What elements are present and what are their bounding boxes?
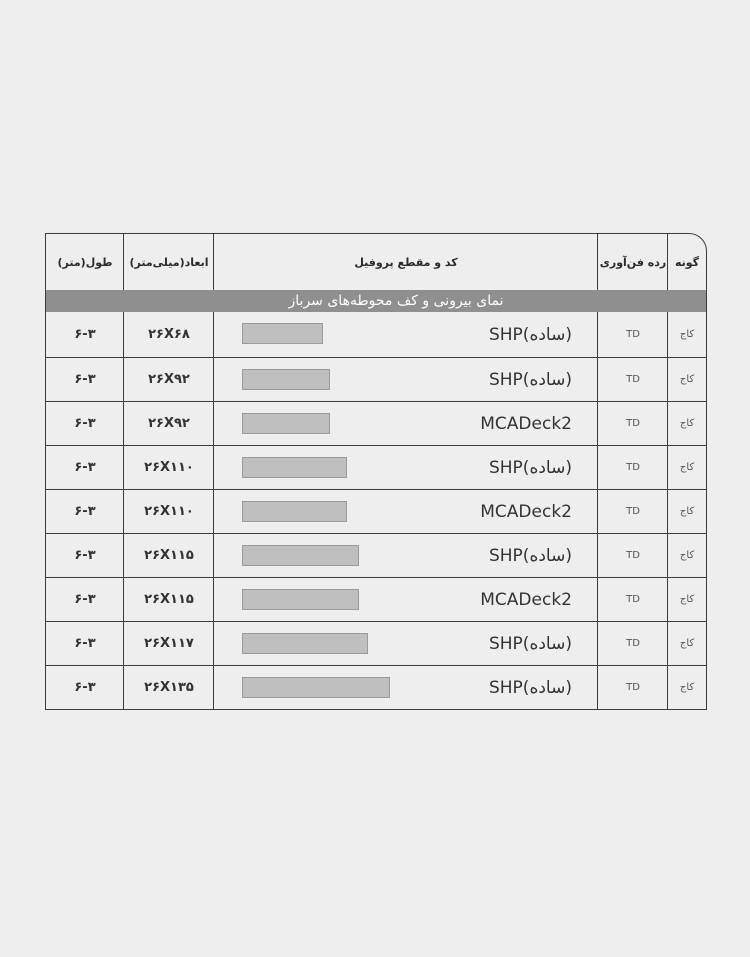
header-divider — [213, 234, 214, 290]
column-divider — [597, 622, 598, 665]
row-length: ۶-۳ — [74, 548, 96, 563]
row-profile-code: SHP(ساده) — [488, 324, 572, 345]
row-profile-code: SHP(ساده) — [488, 633, 572, 654]
row-dimensions: ۲۶X۱۱۰ — [144, 460, 194, 475]
row-tech-class: TD — [626, 374, 640, 385]
row-length: ۶-۳ — [74, 327, 96, 342]
column-divider — [667, 622, 668, 665]
table-row — [46, 445, 706, 489]
row-type: کاج — [679, 418, 695, 429]
header-tech-class: رده فن‌آوری — [599, 255, 667, 269]
column-divider — [667, 534, 668, 577]
row-tech-class: TD — [626, 594, 640, 605]
column-divider — [123, 402, 124, 445]
header-type: گونه — [674, 255, 700, 269]
section-band — [46, 290, 706, 312]
table-body — [46, 312, 706, 709]
table-row — [46, 533, 706, 577]
header-profile-code: کد و مقطع پروفیل — [354, 255, 458, 269]
profile-section-bar — [242, 369, 330, 390]
profile-section-bar — [242, 457, 347, 478]
profile-section-bar — [242, 633, 368, 654]
table-row — [46, 621, 706, 665]
column-divider — [597, 312, 598, 357]
row-dimensions: ۲۶X۹۲ — [148, 416, 190, 431]
row-type: کاج — [679, 682, 695, 693]
column-divider — [667, 490, 668, 533]
row-type: کاج — [679, 550, 695, 561]
table-row — [46, 577, 706, 621]
table-row — [46, 357, 706, 401]
header-dimensions: ابعاد(میلی‌متر) — [129, 255, 209, 269]
row-dimensions: ۲۶X۱۱۷ — [144, 636, 194, 651]
row-length: ۶-۳ — [74, 416, 96, 431]
column-divider — [597, 490, 598, 533]
row-type: کاج — [679, 374, 695, 385]
row-tech-class: TD — [626, 462, 640, 473]
column-divider — [213, 578, 214, 621]
column-divider — [123, 312, 124, 357]
row-type: کاج — [679, 462, 695, 473]
row-tech-class: TD — [626, 682, 640, 693]
column-divider — [123, 446, 124, 489]
column-divider — [213, 358, 214, 401]
row-type: کاج — [679, 329, 695, 340]
profile-section-bar — [242, 545, 359, 566]
column-divider — [123, 666, 124, 709]
header-length: طول(متر) — [57, 255, 113, 269]
header-divider — [123, 234, 124, 290]
header-divider — [597, 234, 598, 290]
row-dimensions: ۲۶X۹۲ — [148, 372, 190, 387]
row-type: کاج — [679, 506, 695, 517]
row-profile-code: MCADeck2 — [480, 501, 572, 522]
column-divider — [597, 578, 598, 621]
profile-table — [45, 233, 707, 710]
column-divider — [213, 446, 214, 489]
section-title: نمای بیرونی و کف محوطه‌های سرباز — [288, 293, 504, 309]
row-dimensions: ۲۶X۱۱۰ — [144, 504, 194, 519]
column-divider — [597, 666, 598, 709]
column-divider — [667, 446, 668, 489]
row-profile-code: SHP(ساده) — [488, 369, 572, 390]
column-divider — [667, 402, 668, 445]
column-divider — [123, 622, 124, 665]
row-dimensions: ۲۶X۱۱۵ — [144, 592, 194, 607]
table-row — [46, 401, 706, 445]
row-profile-code: SHP(ساده) — [488, 545, 572, 566]
table-row — [46, 489, 706, 533]
profile-section-bar — [242, 501, 347, 522]
row-length: ۶-۳ — [74, 460, 96, 475]
row-length: ۶-۳ — [74, 504, 96, 519]
row-tech-class: TD — [626, 638, 640, 649]
row-length: ۶-۳ — [74, 636, 96, 651]
column-divider — [213, 534, 214, 577]
column-divider — [597, 402, 598, 445]
row-profile-code: SHP(ساده) — [488, 457, 572, 478]
column-divider — [213, 312, 214, 357]
column-divider — [667, 358, 668, 401]
column-divider — [213, 402, 214, 445]
row-length: ۶-۳ — [74, 372, 96, 387]
table-row — [46, 312, 706, 357]
row-type: کاج — [679, 638, 695, 649]
row-tech-class: TD — [626, 418, 640, 429]
row-type: کاج — [679, 594, 695, 605]
row-dimensions: ۲۶X۱۳۵ — [144, 680, 194, 695]
row-tech-class: TD — [626, 329, 640, 340]
row-length: ۶-۳ — [74, 680, 96, 695]
row-length: ۶-۳ — [74, 592, 96, 607]
column-divider — [123, 534, 124, 577]
column-divider — [213, 666, 214, 709]
table-row — [46, 665, 706, 709]
row-profile-code: MCADeck2 — [480, 589, 572, 610]
table-header — [46, 234, 706, 291]
row-profile-code: SHP(ساده) — [488, 677, 572, 698]
column-divider — [123, 490, 124, 533]
column-divider — [667, 578, 668, 621]
column-divider — [667, 666, 668, 709]
row-dimensions: ۲۶X۱۱۵ — [144, 548, 194, 563]
header-divider — [667, 234, 668, 290]
column-divider — [213, 490, 214, 533]
column-divider — [123, 358, 124, 401]
profile-section-bar — [242, 677, 390, 698]
row-tech-class: TD — [626, 506, 640, 517]
profile-section-bar — [242, 323, 323, 344]
row-tech-class: TD — [626, 550, 640, 561]
column-divider — [213, 622, 214, 665]
column-divider — [667, 312, 668, 357]
column-divider — [597, 358, 598, 401]
column-divider — [597, 446, 598, 489]
profile-section-bar — [242, 589, 359, 610]
row-dimensions: ۲۶X۶۸ — [148, 327, 190, 342]
profile-section-bar — [242, 413, 330, 434]
column-divider — [123, 578, 124, 621]
column-divider — [597, 534, 598, 577]
row-profile-code: MCADeck2 — [480, 413, 572, 434]
